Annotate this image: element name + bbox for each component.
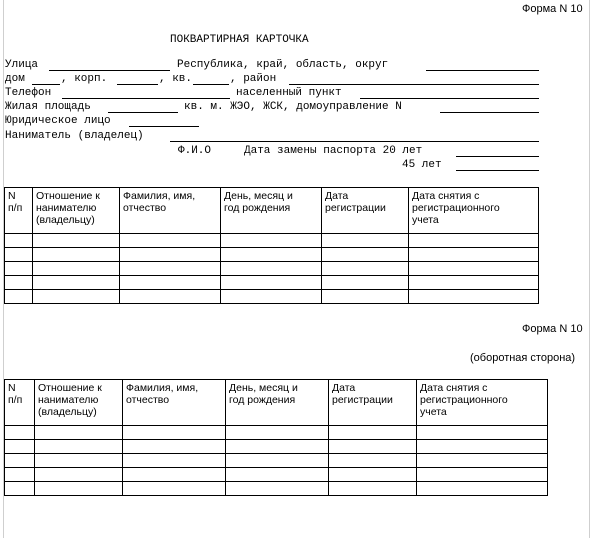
table-row <box>5 276 539 290</box>
col-num-header: N п/п <box>5 380 35 426</box>
col-relation-header: Отношение к нанимателю (владельцу) <box>33 188 120 234</box>
building-label: , корп. <box>61 73 108 85</box>
table-row <box>5 248 539 262</box>
passport-20-label: Дата замены паспорта 20 лет <box>244 145 423 157</box>
col-birth-header: День, месяц и год рождения <box>226 380 329 426</box>
table-row <box>5 440 548 454</box>
table-row <box>5 482 548 496</box>
passport-20-field[interactable] <box>456 156 539 157</box>
col-num-header: N п/п <box>5 188 33 234</box>
living-area-field[interactable] <box>108 112 178 113</box>
table-header-row <box>5 380 548 426</box>
phone-field[interactable] <box>62 98 230 99</box>
region-field[interactable] <box>426 70 539 71</box>
col-deregistration-header: Дата снятия с регистрационного учета <box>409 188 539 234</box>
table-row <box>5 262 539 276</box>
col-deregistration-header: Дата снятия с регистрационного учета <box>417 380 548 426</box>
tenant-label: Наниматель (владелец) <box>5 130 144 142</box>
street-label: Улица <box>5 59 39 71</box>
form-number-reverse: Форма N 10 <box>522 323 583 335</box>
table-row <box>5 454 548 468</box>
table-row <box>5 290 539 304</box>
apartment-field[interactable] <box>193 84 229 85</box>
page-title: ПОКВАРТИРНАЯ КАРТОЧКА <box>170 34 309 46</box>
reverse-side-label: (оборотная сторона) <box>470 352 576 364</box>
housing-office-field[interactable] <box>440 112 539 113</box>
form-number: Форма N 10 <box>522 3 583 15</box>
residents-table-reverse <box>4 379 548 496</box>
table-header-row <box>5 188 539 234</box>
page-right-edge <box>589 0 590 538</box>
phone-label: Телефон <box>5 87 52 99</box>
apartment-label: , кв. <box>159 73 193 85</box>
locality-field[interactable] <box>360 98 539 99</box>
col-registration-header: Дата регистрации <box>329 380 417 426</box>
table-row <box>5 468 548 482</box>
legal-entity-label: Юридическое лицо <box>5 115 111 127</box>
col-registration-header: Дата регистрации <box>322 188 409 234</box>
fio-label: Ф.И.О <box>178 145 212 157</box>
col-birth-header: День, месяц и год рождения <box>221 188 322 234</box>
house-field[interactable] <box>32 84 60 85</box>
district-field[interactable] <box>289 84 539 85</box>
table-row <box>5 234 539 248</box>
residents-table <box>4 187 539 304</box>
table-row <box>5 426 548 440</box>
col-name-header: Фамилия, имя, отчество <box>120 188 221 234</box>
col-name-header: Фамилия, имя, отчество <box>123 380 226 426</box>
building-field[interactable] <box>117 84 158 85</box>
passport-45-field[interactable] <box>456 170 539 171</box>
tenant-field[interactable] <box>170 141 539 142</box>
district-label: , район <box>230 73 277 85</box>
housing-office-label: кв. м. ЖЭО, ЖСК, домоуправление N <box>184 101 402 113</box>
street-field[interactable] <box>49 70 170 71</box>
col-relation-header: Отношение к нанимателю (владельцу) <box>35 380 123 426</box>
legal-entity-field[interactable] <box>129 126 199 127</box>
passport-45-label: 45 лет <box>402 159 442 171</box>
living-area-label: Жилая площадь <box>5 101 91 113</box>
locality-label: населенный пункт <box>236 87 342 99</box>
region-label: Республика, край, область, округ <box>177 59 389 71</box>
house-label: дом <box>5 73 25 85</box>
